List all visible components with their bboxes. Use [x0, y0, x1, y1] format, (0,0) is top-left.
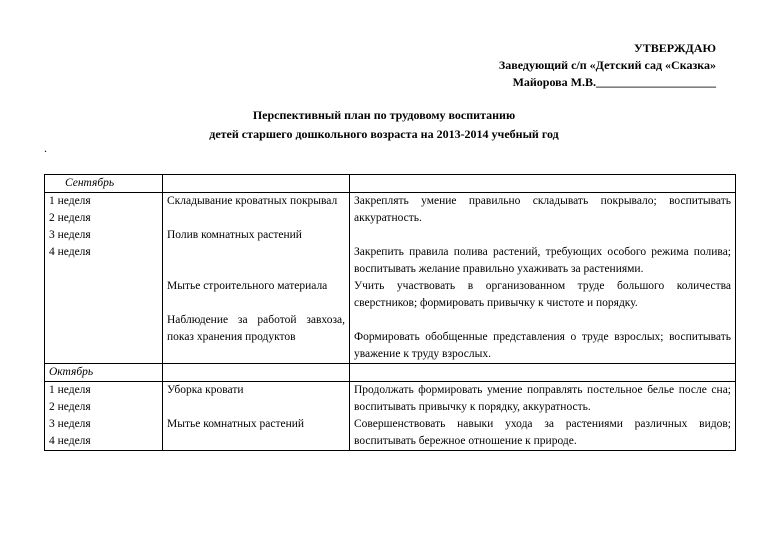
activity: Мытье комнатных растений [167, 418, 305, 430]
approval-block [499, 40, 716, 91]
goal: Закреплять умение правильно складывать покрывало; воспитывать аккуратность. [354, 195, 731, 224]
month-header-row [45, 175, 736, 193]
goal: Закрепить правила полива растений, требующих особого режима полива; воспитывать желание правильно ухаживать за растениями. [354, 246, 731, 275]
document-title [0, 106, 768, 144]
activity: Наблюдение за работой завхоза, показ хранения продуктов [167, 314, 345, 343]
goal: Продолжать формировать умение поправлять постельное белье после сна; воспитывать привычку к порядку, аккуратность. [354, 384, 731, 413]
week-label: 1 неделя [49, 195, 91, 207]
activities-cell [163, 193, 350, 364]
plan-table [44, 174, 736, 451]
goal: Совершенствовать навыки ухода за растениями различных видов; воспитывать бережное отношение к природе. [354, 418, 731, 447]
weeks-cell [45, 382, 163, 451]
activity: Складывание кроватных покрывал [167, 195, 338, 207]
goal: Формировать обобщенные представления о труде взрослых; воспитывать уважение к труду взрослых. [354, 331, 731, 360]
weeks-cell [45, 193, 163, 364]
month-header-row [45, 364, 736, 382]
week-label: 2 неделя [49, 401, 91, 413]
approver-position: Заведующий с/п «Детский сад «Сказка» [498, 58, 716, 72]
activity: Уборка кровати [167, 384, 244, 396]
goal: Учить участвовать в организованном труде большого количества сверстников; формировать привычку к чистоте и порядку. [354, 280, 731, 309]
goals-cell [350, 382, 736, 451]
week-label: 3 неделя [49, 229, 91, 241]
week-label: 4 неделя [49, 246, 91, 258]
week-label: 4 неделя [49, 435, 91, 447]
approve-heading: УТВЕРЖДАЮ [633, 41, 716, 55]
month-september: Сентябрь [45, 175, 163, 193]
week-label: 3 неделя [49, 418, 91, 430]
week-label: 2 неделя [49, 212, 91, 224]
month-content-row [45, 382, 736, 451]
approver-signature: Майорова М.В.____________________ [512, 75, 716, 89]
title-line-1: Перспективный план по трудовому воспитанию [252, 108, 516, 122]
activities-cell [163, 382, 350, 451]
week-label: 1 неделя [49, 384, 91, 396]
title-line-2: детей старшего дошкольного возраста на 2013-2014 учебный год [209, 127, 559, 141]
stray-dot: . [44, 141, 47, 155]
activity: Полив комнатных растений [167, 229, 302, 241]
goals-cell [350, 193, 736, 364]
month-october: Октябрь [45, 364, 163, 382]
month-content-row [45, 193, 736, 364]
activity: Мытье строительного материала [167, 280, 328, 292]
